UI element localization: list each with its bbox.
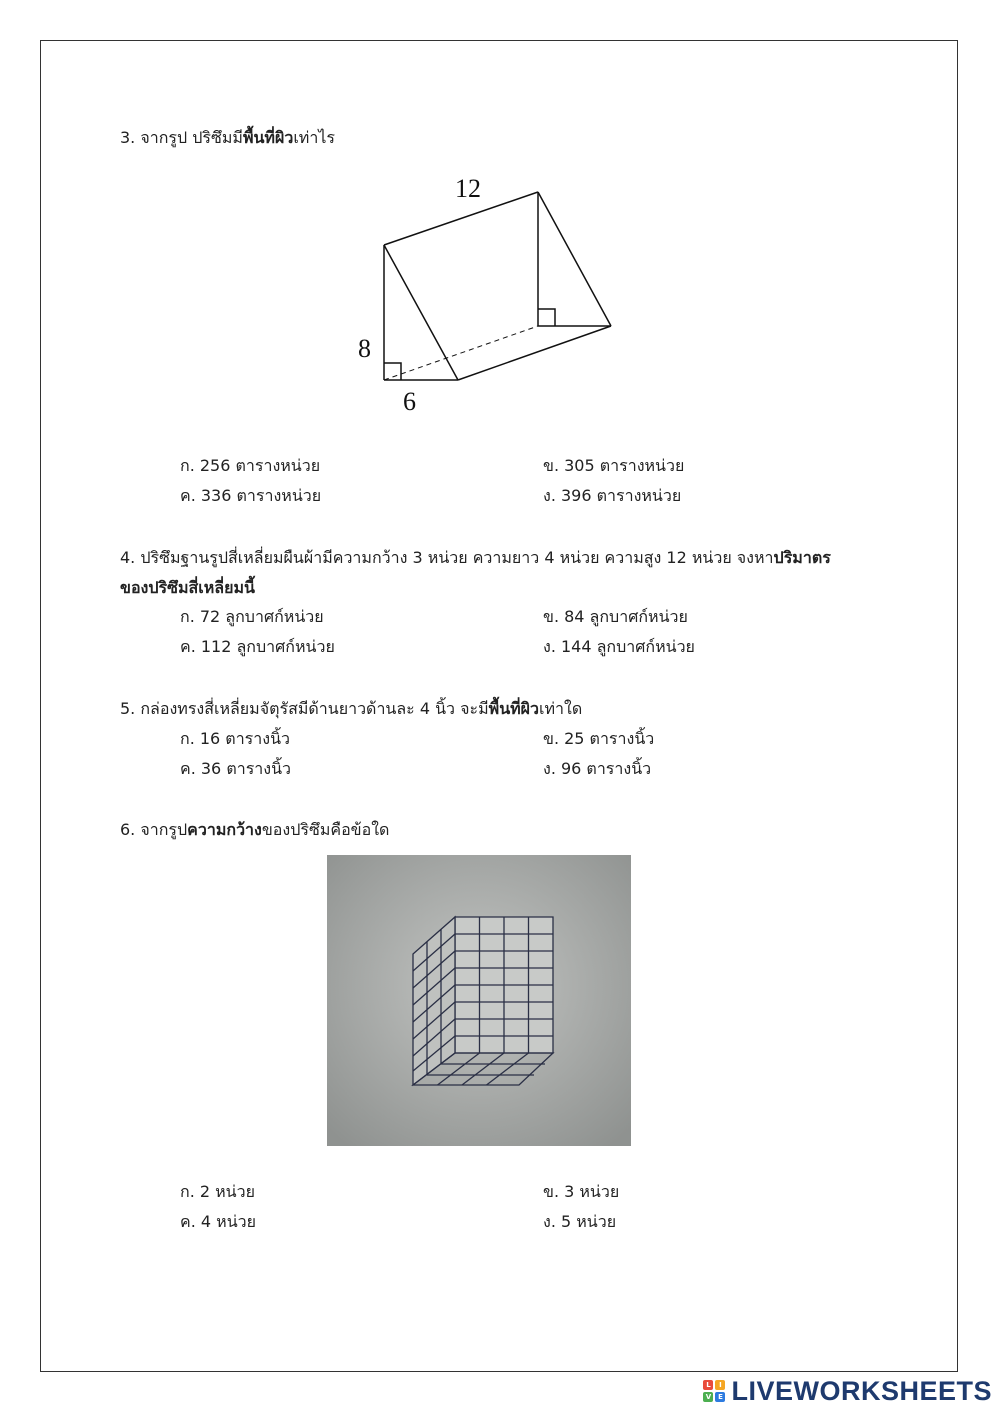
q6-option-b: ข. 3 หน่วย (543, 1182, 620, 1201)
q4-option-d: ง. 144 ลูกบาศก์หน่วย (543, 637, 695, 656)
q4-option-a: ก. 72 ลูกบาศก์หน่วย (180, 607, 324, 626)
liveworksheets-wordmark: LIVEWORKSHEETS (731, 1375, 992, 1406)
label-height: 8 (358, 334, 371, 363)
q5-option-b: ข. 25 ตารางนิ้ว (543, 729, 655, 748)
liveworksheets-logo-icon: L I V E (703, 1380, 725, 1402)
q4-option-c: ค. 112 ลูกบาศก์หน่วย (180, 637, 335, 656)
q3-option-c: ค. 336 ตารางหน่วย (180, 486, 322, 505)
question-5: 5. กล่องทรงสี่เหลี่ยมจัตุรัสมีด้านยาวด้านละ 4 นิ้ว จะมีพื้นที่ผิวเท่าใด (120, 699, 583, 718)
cube-grid-photo (327, 855, 631, 1146)
label-length: 12 (455, 174, 481, 203)
label-base: 6 (403, 387, 416, 416)
q6-option-d: ง. 5 หน่วย (543, 1212, 617, 1231)
q6-option-a: ก. 2 หน่วย (180, 1182, 255, 1201)
triangular-prism-figure (333, 170, 623, 420)
q3-option-a: ก. 256 ตารางหน่วย (180, 456, 321, 475)
liveworksheets-brand[interactable] (703, 1375, 992, 1407)
q3-option-b: ข. 305 ตารางหน่วย (543, 456, 685, 475)
q3-option-d: ง. 396 ตารางหน่วย (543, 486, 682, 505)
question-4-line-2: ของปริซึมสี่เหลี่ยมนี้ (120, 578, 255, 597)
q4-option-b: ข. 84 ลูกบาศก์หน่วย (543, 607, 688, 626)
q6-option-c: ค. 4 หน่วย (180, 1212, 256, 1231)
q5-option-c: ค. 36 ตารางนิ้ว (180, 759, 292, 778)
q5-option-d: ง. 96 ตารางนิ้ว (543, 759, 652, 778)
question-6: 6. จากรูปความกว้างของปริซึมคือข้อใด (120, 820, 390, 839)
q5-option-a: ก. 16 ตารางนิ้ว (180, 729, 290, 748)
question-3: 3. จากรูป ปริซึมมีพื้นที่ผิวเท่าไร (120, 128, 335, 147)
question-4: 4. ปริซึมฐานรูปสี่เหลี่ยมผืนผ้ามีความกว้าง 3 หน่วย ความยาว 4 หน่วย ความสูง 12 หน่วย จงหาปริมาตร (120, 548, 831, 567)
